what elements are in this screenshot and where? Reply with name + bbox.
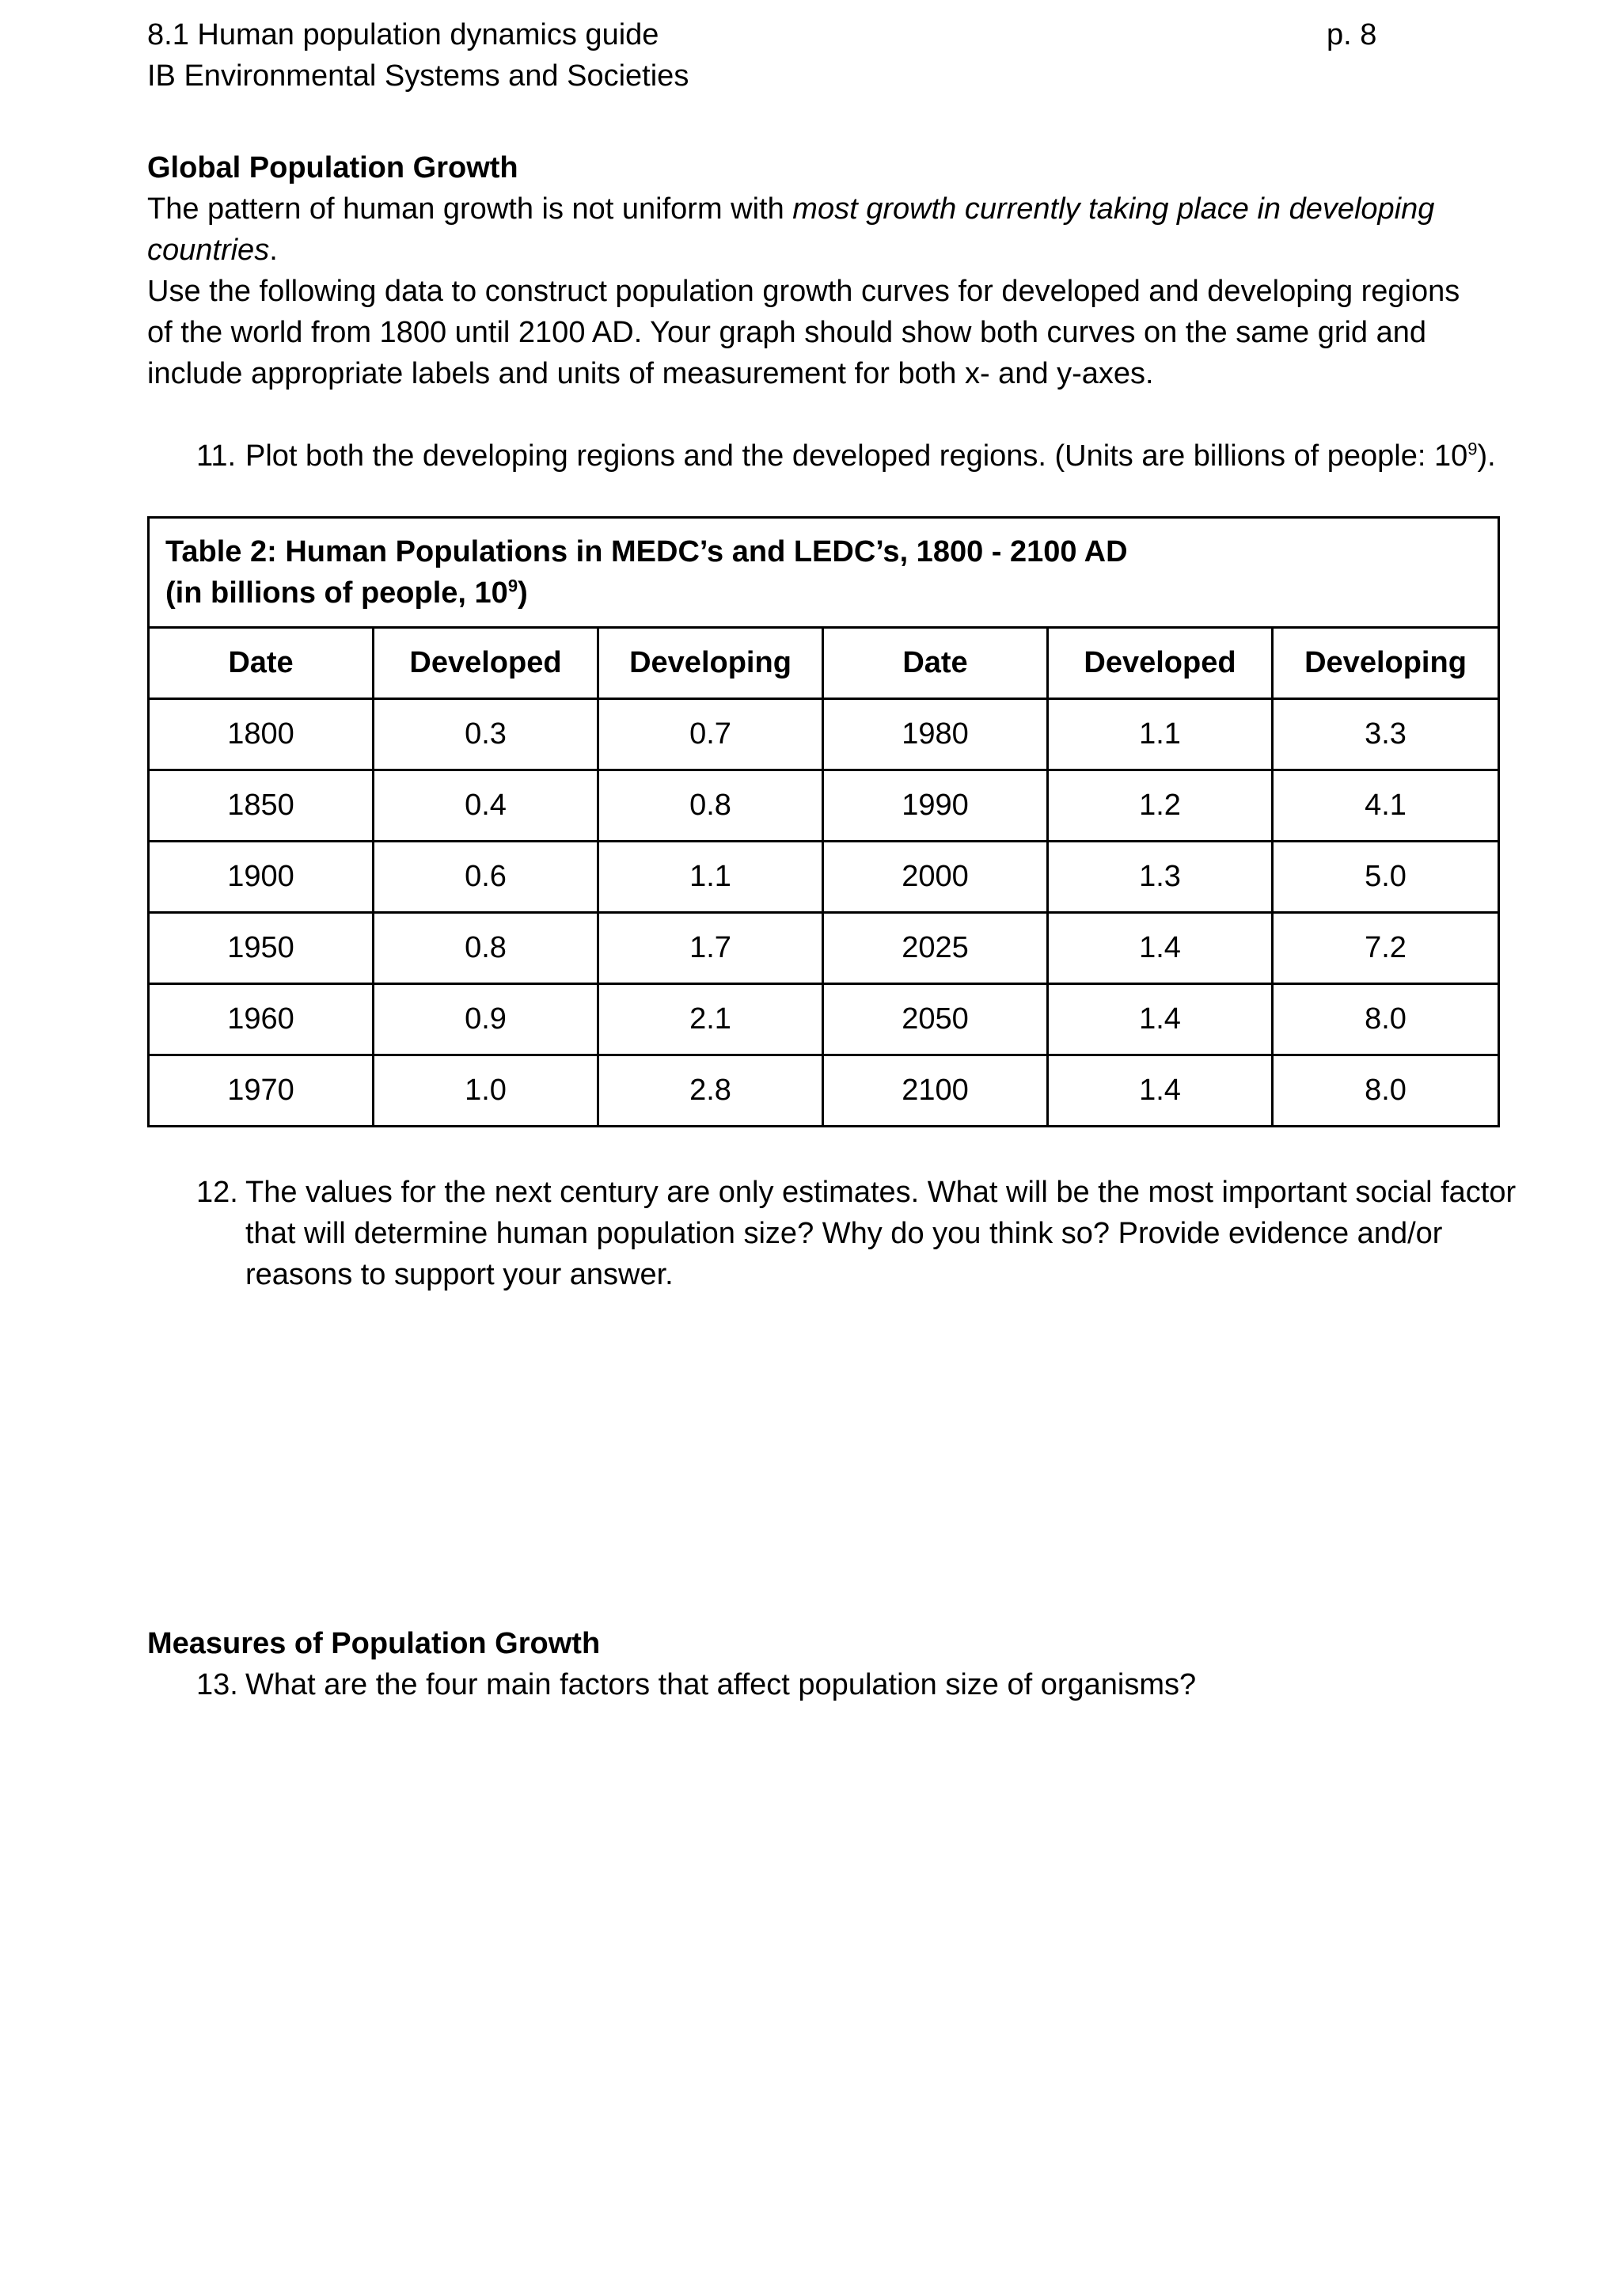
table-subtitle: [165, 572, 1498, 614]
question-12: [196, 1172, 1543, 1295]
table-caption: [149, 518, 1499, 628]
table-cell: 1950: [149, 913, 374, 984]
table-cell: 1990: [823, 770, 1048, 842]
table-cell: 2100: [823, 1055, 1048, 1127]
question-11: [196, 435, 1543, 477]
document-title: 8.1 Human population dynamics guide: [147, 18, 659, 51]
question-text: What are the four main factors that affect population size of organisms?: [245, 1668, 1197, 1701]
table-title: Table 2: Human Populations in MEDC’s and LEDC’s, 1800 - 2100 AD: [165, 535, 1128, 568]
table-cell: 0.7: [598, 699, 823, 770]
table-cell: 0.8: [374, 913, 598, 984]
table-cell: 8.0: [1273, 984, 1499, 1055]
table-cell: 2.1: [598, 984, 823, 1055]
question-13: [196, 1664, 1543, 1705]
question-number: 11.: [196, 439, 237, 473]
intro-emphasis: most growth currently taking place in developing countries: [147, 192, 1435, 267]
table-cell: 1.7: [598, 913, 823, 984]
table-cell: 1970: [149, 1055, 374, 1127]
question-number: 13.: [196, 1668, 238, 1701]
column-header: Date: [823, 628, 1048, 699]
table-cell: 0.3: [374, 699, 598, 770]
table-row: [149, 1055, 1499, 1127]
column-header: Developed: [1048, 628, 1273, 699]
table-cell: 2.8: [598, 1055, 823, 1127]
table-header-row: [149, 628, 1499, 699]
column-header: Developed: [374, 628, 598, 699]
table-subtitle-end: ): [518, 576, 528, 610]
instructions-paragraph: Use the following data to construct population growth curves for developed and developing regions of the world from 1800 until 2100 AD. Your graph should show both curves on the same grid and include appropriate labels and units of measurement for both x- and y-axes.: [147, 275, 1460, 390]
intro-text: The pattern of human growth is not uniform with: [147, 192, 793, 226]
table-row: [149, 770, 1499, 842]
table-cell: 1.4: [1048, 984, 1273, 1055]
intro-end: .: [269, 234, 278, 267]
question-text-end: ).: [1477, 439, 1496, 473]
table-cell: 1.1: [598, 842, 823, 913]
table-cell: 5.0: [1273, 842, 1499, 913]
section-heading-global-population-growth: Global Population Growth: [147, 151, 518, 184]
table-cell: 1.4: [1048, 1055, 1273, 1127]
table-cell: 1.3: [1048, 842, 1273, 913]
intro-paragraph: [147, 188, 1493, 271]
table-cell: 0.9: [374, 984, 598, 1055]
table-cell: 0.8: [598, 770, 823, 842]
table-cell: 1.1: [1048, 699, 1273, 770]
column-header: Date: [149, 628, 374, 699]
question-number: 12.: [196, 1176, 238, 1209]
table-caption-row: [149, 518, 1499, 628]
table-cell: 7.2: [1273, 913, 1499, 984]
table-cell: 3.3: [1273, 699, 1499, 770]
population-table: [147, 516, 1500, 1127]
question-text: Plot both the developing regions and the developed regions. (Units are billions of people: 10: [245, 439, 1468, 473]
table-cell: 1.2: [1048, 770, 1273, 842]
table-subtitle-text: (in billions of people, 10: [165, 576, 508, 610]
table-row: [149, 913, 1499, 984]
table-row: [149, 699, 1499, 770]
section-heading-measures-of-population-growth: Measures of Population Growth: [147, 1627, 601, 1660]
table-cell: 0.4: [374, 770, 598, 842]
table-cell: 1.4: [1048, 913, 1273, 984]
column-header: Developing: [598, 628, 823, 699]
table-row: [149, 842, 1499, 913]
column-header: Developing: [1273, 628, 1499, 699]
table-cell: 1.0: [374, 1055, 598, 1127]
page-number: p. 8: [1327, 18, 1377, 51]
table-cell: 1900: [149, 842, 374, 913]
table-cell: 1960: [149, 984, 374, 1055]
table-cell: 1980: [823, 699, 1048, 770]
course-name: IB Environmental Systems and Societies: [147, 59, 689, 93]
table-cell: 2050: [823, 984, 1048, 1055]
table-row: [149, 984, 1499, 1055]
question-text: The values for the next century are only estimates. What will be the most important social factor that will determine human population size? Why do you think so? Provide evidence and/or reasons to support your answer.: [245, 1176, 1517, 1291]
table-cell: 8.0: [1273, 1055, 1499, 1127]
table-cell: 1850: [149, 770, 374, 842]
table-cell: 2000: [823, 842, 1048, 913]
table-cell: 1800: [149, 699, 374, 770]
table-subtitle-exponent: 9: [507, 576, 518, 596]
table-cell: 0.6: [374, 842, 598, 913]
exponent: 9: [1467, 439, 1478, 459]
table-cell: 2025: [823, 913, 1048, 984]
table-cell: 4.1: [1273, 770, 1499, 842]
